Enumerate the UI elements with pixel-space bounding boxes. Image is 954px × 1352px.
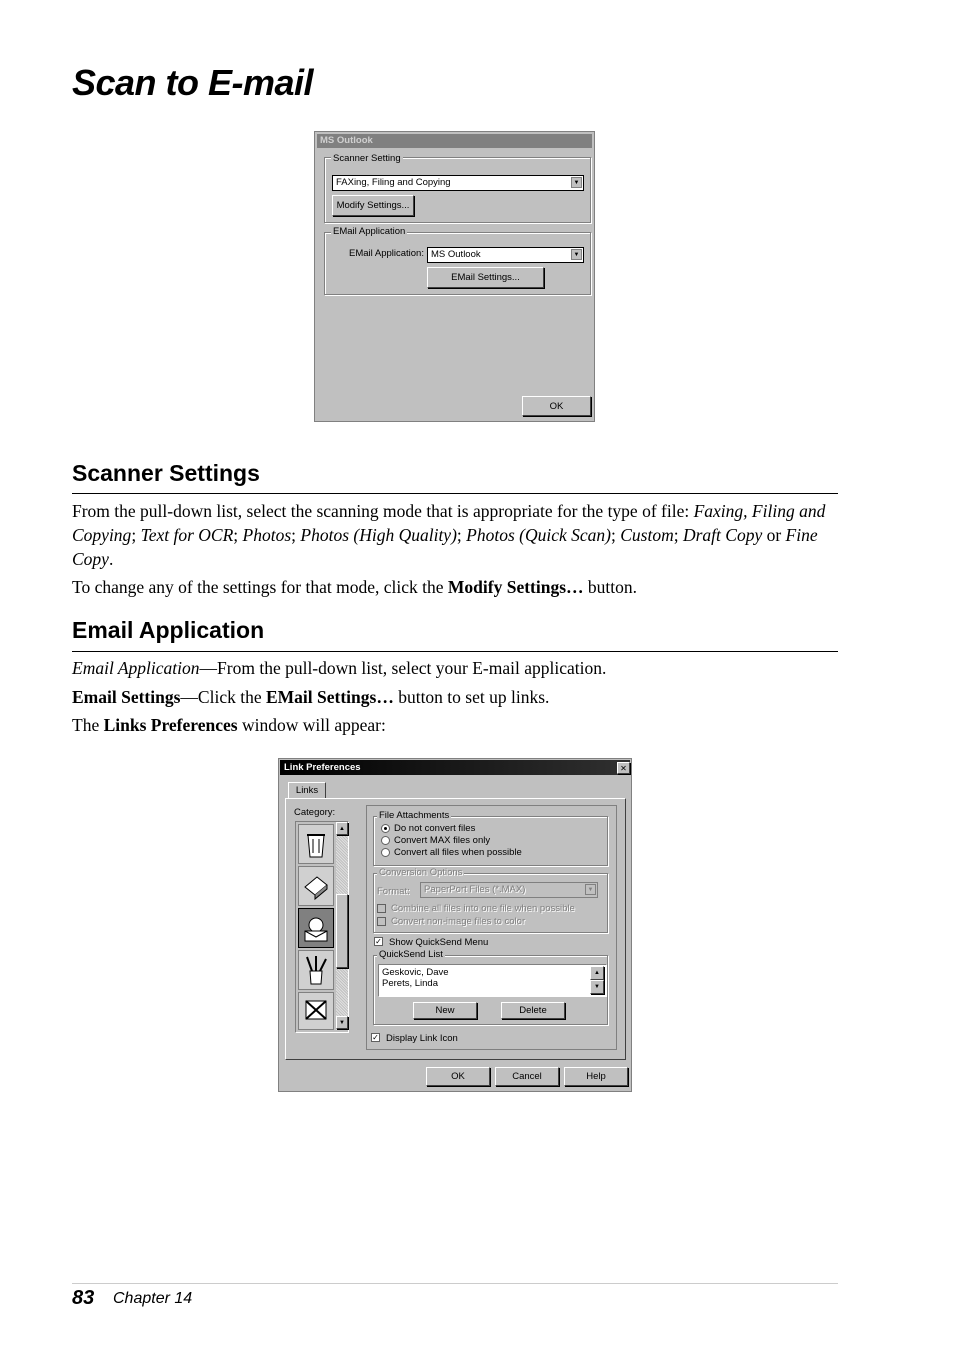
section-divider xyxy=(72,493,838,494)
footer-chapter: Chapter 14 xyxy=(113,1290,193,1307)
category-label: Category: xyxy=(294,807,336,818)
cancel-button[interactable]: Cancel xyxy=(495,1067,559,1086)
dropdown-arrow-icon[interactable]: ▼ xyxy=(585,884,596,895)
radio-convert-max-label: Convert MAX files only xyxy=(394,835,491,846)
bold-text: EMail Settings… xyxy=(265,687,394,707)
radio-convert-all-label: Convert all files when possible xyxy=(394,847,522,858)
dialog-titlebar xyxy=(280,760,630,775)
mode-text: Photos (Quick Scan) xyxy=(466,525,611,545)
ms-outlook-dialog xyxy=(314,131,595,422)
links-preferences-paragraph xyxy=(72,713,838,737)
category-item-tools[interactable] xyxy=(298,950,334,990)
text: window will appear: xyxy=(237,715,386,735)
dropdown-arrow-icon[interactable]: ▼ xyxy=(571,249,582,260)
format-label: Format: xyxy=(377,886,410,897)
email-icon xyxy=(299,909,333,947)
show-quicksend-label: Show QuickSend Menu xyxy=(389,937,489,948)
text: To change any of the settings for that mode, click the xyxy=(72,577,448,597)
scroll-thumb[interactable] xyxy=(336,894,348,968)
scanner-settings-paragraph: From the pull-down list, select the scanning mode that is appropriate for the type of file: Faxing, Filing and Copying; Text for OCR; Photos; Photos (High Quality); Photos (Quick Scan); Custom; Draft Copy or Fine Copy. xyxy=(72,501,826,569)
scroll-down-icon[interactable]: ▼ xyxy=(336,1016,348,1029)
text: —From the pull-down list, select your E-mail application. xyxy=(199,658,607,678)
mode-text: Photos (High Quality) xyxy=(300,525,457,545)
scanner-mode-select[interactable] xyxy=(332,175,584,191)
mode-text: Draft Copy xyxy=(682,525,763,545)
text: The xyxy=(72,715,104,735)
mode-text: Custom xyxy=(620,525,674,545)
show-quicksend-checkbox[interactable]: ✓ xyxy=(375,937,382,946)
list-item[interactable]: Geskovic, Dave xyxy=(382,967,449,978)
email-application-group-label: EMail Application xyxy=(333,226,406,237)
bold-text: Modify Settings… xyxy=(447,577,584,597)
combine-files-label: Combine all files into one file when possible xyxy=(391,903,575,914)
dialog-title: Link Preferences xyxy=(284,762,361,773)
italic-text: Email Application xyxy=(72,658,200,678)
dropdown-arrow-icon[interactable]: ▼ xyxy=(571,177,582,188)
mode-text: Fine Copy xyxy=(72,525,818,569)
category-item-fax[interactable] xyxy=(298,992,334,1030)
mode-text: Photos xyxy=(242,525,292,545)
radio-do-not-convert-label: Do not convert files xyxy=(394,823,476,834)
list-scroll-up-icon[interactable]: ▲ xyxy=(590,966,604,980)
conversion-options-label: Conversion Options xyxy=(379,867,463,878)
ok-button[interactable]: OK xyxy=(522,396,591,416)
file-attachments-label: File Attachments xyxy=(379,810,450,821)
category-item-email[interactable] xyxy=(298,908,334,948)
dialog-title: MS Outlook xyxy=(320,135,373,146)
convert-color-checkbox[interactable] xyxy=(377,917,386,926)
email-application-label: EMail Application: xyxy=(349,248,424,259)
format-select[interactable] xyxy=(420,882,598,898)
link-preferences-dialog xyxy=(278,758,632,1092)
footer-page-number: 83 xyxy=(72,1287,95,1309)
email-application-heading: Email Application xyxy=(72,617,265,643)
ok-button[interactable]: OK xyxy=(426,1067,490,1086)
mode-text: Text for OCR xyxy=(140,525,234,545)
category-item-recycle[interactable] xyxy=(298,824,334,864)
mode-text: Faxing, Filing and Copying xyxy=(72,501,826,545)
email-settings-button[interactable]: EMail Settings... xyxy=(427,267,544,288)
text: or xyxy=(762,525,786,545)
radio-convert-max[interactable] xyxy=(381,836,390,845)
quicksend-list-label: QuickSend List xyxy=(379,949,443,960)
scanner-settings-heading: Scanner Settings xyxy=(72,460,260,486)
recycle-bin-icon xyxy=(299,825,333,863)
tab-links[interactable] xyxy=(288,782,326,799)
bold-text: Links Preferences xyxy=(103,715,238,735)
convert-color-label: Convert non-image files to color xyxy=(391,916,526,927)
email-application-select[interactable] xyxy=(427,247,584,263)
printer-icon xyxy=(299,867,333,905)
close-icon[interactable]: ✕ xyxy=(617,762,630,774)
fax-icon xyxy=(299,993,333,1029)
bold-text: Email Settings xyxy=(72,687,181,707)
modify-settings-paragraph xyxy=(72,575,838,599)
category-list[interactable] xyxy=(295,821,349,1033)
dialog-titlebar xyxy=(317,134,592,148)
scanner-mode-value: FAXing, Filing and Copying xyxy=(336,177,451,188)
email-settings-paragraph xyxy=(72,685,838,709)
modify-settings-button[interactable]: Modify Settings... xyxy=(332,195,414,216)
text: button to set up links. xyxy=(393,687,550,707)
email-application-value: MS Outlook xyxy=(431,249,481,260)
category-scrollbar[interactable] xyxy=(336,822,348,1030)
text: button. xyxy=(583,577,637,597)
display-link-icon-checkbox[interactable]: ✓ xyxy=(372,1033,379,1042)
list-scroll-down-icon[interactable]: ▼ xyxy=(590,980,604,994)
format-value: PaperPort Files (*.MAX) xyxy=(424,884,526,895)
list-item[interactable]: Perets, Linda xyxy=(382,978,438,989)
text: From the pull-down list, select the scanning mode that is appropriate for the type of file: xyxy=(72,501,694,521)
help-button[interactable]: Help xyxy=(564,1067,628,1086)
text: —Click the xyxy=(180,687,266,707)
pencil-cup-icon xyxy=(299,951,333,989)
category-item-printer[interactable] xyxy=(298,866,334,906)
section-divider xyxy=(72,651,838,652)
email-application-paragraph xyxy=(72,656,838,680)
combine-files-checkbox[interactable] xyxy=(377,904,386,913)
display-link-icon-label: Display Link Icon xyxy=(386,1033,458,1044)
radio-convert-all[interactable] xyxy=(381,848,390,857)
footer-divider xyxy=(72,1283,838,1284)
scanner-setting-label: Scanner Setting xyxy=(333,153,401,164)
new-button[interactable]: New xyxy=(413,1002,477,1019)
quicksend-list[interactable] xyxy=(378,964,607,997)
page-title: Scan to E-mail xyxy=(72,62,314,103)
delete-button[interactable]: Delete xyxy=(501,1002,565,1019)
scroll-up-icon[interactable]: ▲ xyxy=(336,822,348,835)
tab-links-label: Links xyxy=(295,785,319,796)
radio-do-not-convert[interactable] xyxy=(381,824,390,833)
